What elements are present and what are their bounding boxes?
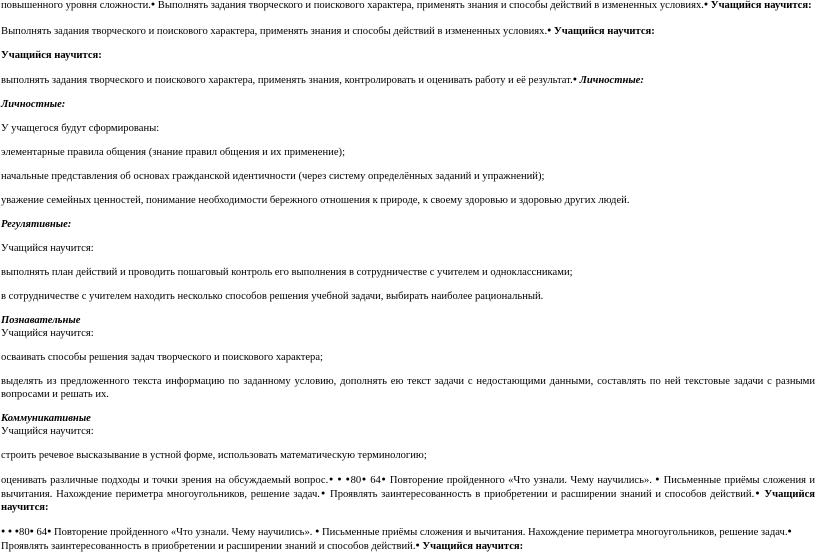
regulatory-item: выполнять план действий и проводить пошаговый контроль его выполнения в сотрудничестве с учителем и одноклассниками; <box>1 267 573 278</box>
paragraph-intro <box>1 0 815 12</box>
text: Повторение пройденного «Что узнали. Чему научились». <box>386 475 656 486</box>
regulatory-intro: Учащийся научится: <box>1 243 94 254</box>
text: Проявлять заинтересованность в приобретении и расширении знаний и способов действий. <box>326 489 755 500</box>
bullet-icon: ● <box>572 75 577 83</box>
bullet-icon: ● <box>655 475 661 483</box>
bullet-icon: ● <box>328 475 334 483</box>
paragraph-tasks <box>1 24 815 38</box>
heading-regulatory: Регулятивные: <box>1 219 72 230</box>
cognitive-item: выделять из предложенного текста информацию по заданному условию, дополнять ею текст задачи с недостающими данными, составлять по ней текстовые задачи с разными вопросами и решать их. <box>1 376 815 400</box>
bullet-icon: ● <box>47 527 52 535</box>
bullet-icon: ● <box>361 475 367 483</box>
text: оценивать различные подходы и точки зрения на обсуждаемый вопрос. <box>1 475 329 486</box>
bullet-icon: ● <box>150 0 156 8</box>
heading-communicative: Коммуникативные <box>1 413 91 424</box>
bullet-icon: ● <box>337 475 343 483</box>
regulatory-item: в сотрудничестве с учителем находить несколько способов решения учебной задачи, выбирать наиболее рациональный. <box>1 291 544 302</box>
text: Повторение пройденного «Что узнали. Чему научились». <box>51 527 316 538</box>
heading-inline: Учащийся научится: <box>1 489 815 513</box>
text: повышенного уровня сложности. <box>1 0 151 11</box>
text: Выполнять задания творческого и поискового характера, применять знания и способы действий в измененных условиях. <box>155 0 704 11</box>
paragraph-control <box>1 73 815 87</box>
bullet-icon: ● <box>29 527 34 535</box>
lesson-hours: 80 <box>350 475 362 486</box>
bullet-icon: ● <box>7 527 13 535</box>
bullet-icon: ● <box>380 475 387 483</box>
lesson-number: 64 <box>366 475 381 486</box>
bullet-icon: ● <box>1 527 6 535</box>
communicative-intro: Учащийся научится: <box>1 426 94 437</box>
bullet-icon: ● <box>547 26 552 34</box>
bullet-icon: ● <box>345 475 351 483</box>
cognitive-item: осваивать способы решения задач творческого и поискового характера; <box>1 352 324 363</box>
personal-item: элементарные правила общения (знание правил общения и их применение); <box>1 147 346 158</box>
heading-inline: Учащийся научится: <box>551 26 655 37</box>
bullet-icon: ● <box>415 541 420 549</box>
heading-inline: Учащийся научится: <box>419 541 524 552</box>
paragraph-lesson-2 <box>1 525 815 553</box>
bullet-icon: ● <box>319 489 327 497</box>
heading-inline: Личностные: <box>576 75 644 86</box>
text: Письменные приёмы сложения и вычитания. Нахождение периметра многоугольников, решение задач. <box>319 527 788 538</box>
text: Письменные приёмы сложения и вычитания. Нахождение периметра многоугольников, решение задач. <box>1 475 816 500</box>
personal-item: начальные представления об основах гражданской идентичности (через систему определённых заданий и упражнений); <box>1 171 545 182</box>
bullet-icon: ● <box>754 489 761 497</box>
bullet-icon: ● <box>14 527 20 535</box>
bullet-icon: ● <box>315 527 320 535</box>
paragraph-lesson-1 <box>1 473 815 514</box>
lesson-hours: 80 <box>19 527 30 538</box>
cognitive-intro: Учащийся научится: <box>1 328 94 339</box>
text: Проявлять заинтересованность в приобретении и расширении знаний и способов действий. <box>1 541 416 552</box>
bullet-icon: ● <box>787 527 792 535</box>
lesson-number: 64 <box>33 527 48 538</box>
heading-student-learns: Учащийся научится: <box>1 50 102 61</box>
text: выполнять задания творческого и поискового характера, применять знания, контролировать и оценивать работу и её результат. <box>1 75 573 86</box>
communicative-item: строить речевое высказывание в устной форме, использовать математическую терминологию; <box>1 450 427 461</box>
heading-cognitive: Познавательные <box>1 315 81 326</box>
bullet-icon: ● <box>703 0 709 8</box>
text: Выполнять задания творческого и поискового характера, применять знания и способы действий в измененных условиях. <box>1 26 548 37</box>
heading-personal: Личностные: <box>1 99 66 110</box>
personal-intro: У учащегося будут сформированы: <box>1 123 160 134</box>
personal-item: уважение семейных ценностей, понимание необходимости бережного отношения к природе, к своему здоровью и здоровью других людей. <box>1 195 630 206</box>
heading-inline: Учащийся научится: <box>708 0 812 11</box>
